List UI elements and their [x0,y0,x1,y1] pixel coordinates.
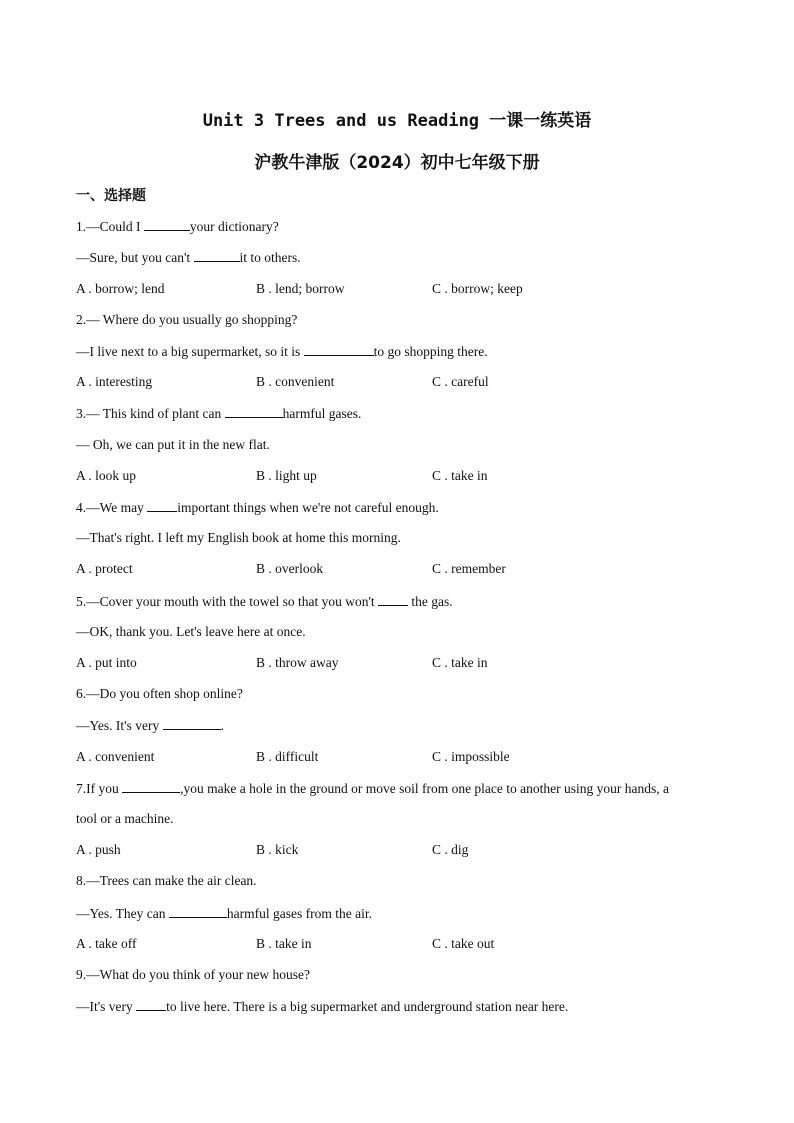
answer-blank [144,218,190,231]
question-1-line-2: —Sure, but you can't it to others. [76,250,301,265]
answer-blank [378,593,408,606]
question-5-line-1: 5.—Cover your mouth with the towel so that you won't the gas. [76,594,453,609]
question-2-line-2: —I live next to a big supermarket, so it is to go shopping there. [76,344,488,359]
question-5-option-a: A . put into [76,655,137,670]
question-8-line-2: —Yes. They can harmful gases from the air. [76,906,372,921]
question-1-option-a: A . borrow; lend [76,281,165,296]
question-7-line-1: 7.If you ,you make a hole in the ground or move soil from one place to another using your hands, a [76,781,670,796]
question-9-line-1: 9.—What do you think of your new house? [76,967,310,982]
question-4-line-2: —That's right. I left my English book at home this morning. [76,530,401,545]
question-7-line-2: tool or a machine. [76,811,174,826]
question-7-option-c: C . dig [432,842,469,857]
question-1-line-1: 1.—Could I your dictionary? [76,219,279,234]
question-7-option-a: A . push [76,842,121,857]
question-9-line-2: —It's very to live here. There is a big supermarket and underground station near here. [76,999,569,1014]
question-4-option-a: A . protect [76,561,133,576]
question-3-option-c: C . take in [432,468,488,483]
question-8-option-a: A . take off [76,936,137,951]
answer-blank [194,249,240,262]
question-5-line-2: —OK, thank you. Let's leave here at once. [76,624,306,639]
question-4-option-b: B . overlook [256,561,324,576]
question-1-option-c: C . borrow; keep [432,281,523,296]
answer-blank [225,405,283,418]
question-3-option-a: A . look up [76,468,137,483]
question-2-option-a: A . interesting [76,374,153,389]
question-2-option-c: C . careful [432,374,489,389]
question-4-line-1: 4.—We may important things when we're not careful enough. [76,500,439,515]
question-3-line-2: — Oh, we can put it in the new flat. [76,437,270,452]
answer-blank [122,780,180,793]
answer-blank [304,343,374,356]
question-5-option-c: C . take in [432,655,488,670]
question-2-line-1: 2.— Where do you usually go shopping? [76,312,298,327]
question-6-option-c: C . impossible [432,749,510,764]
answer-blank [147,499,177,512]
question-4-option-c: C . remember [432,561,506,576]
question-3-line-1: 3.— This kind of plant can harmful gases. [76,406,362,421]
document-subtitle: 沪教牛津版（2024）初中七年级下册 [254,153,540,173]
question-3-option-b: B . light up [256,468,317,483]
question-1-option-b: B . lend; borrow [256,281,345,296]
question-8-option-c: C . take out [432,936,495,951]
answer-blank [163,717,221,730]
question-6-line-2: —Yes. It's very . [76,718,224,733]
question-8-line-1: 8.—Trees can make the air clean. [76,873,257,888]
document-title: Unit 3 Trees and us Reading 一课一练英语 [202,111,592,131]
question-8-option-b: B . take in [256,936,312,951]
question-7-option-b: B . kick [256,842,299,857]
answer-blank [136,998,166,1011]
question-6-option-b: B . difficult [256,749,319,764]
answer-blank [169,905,227,918]
section-heading: 一、选择题 [76,188,146,204]
question-6-line-1: 6.—Do you often shop online? [76,686,243,701]
question-5-option-b: B . throw away [256,655,339,670]
question-6-option-a: A . convenient [76,749,155,764]
question-2-option-b: B . convenient [256,374,335,389]
